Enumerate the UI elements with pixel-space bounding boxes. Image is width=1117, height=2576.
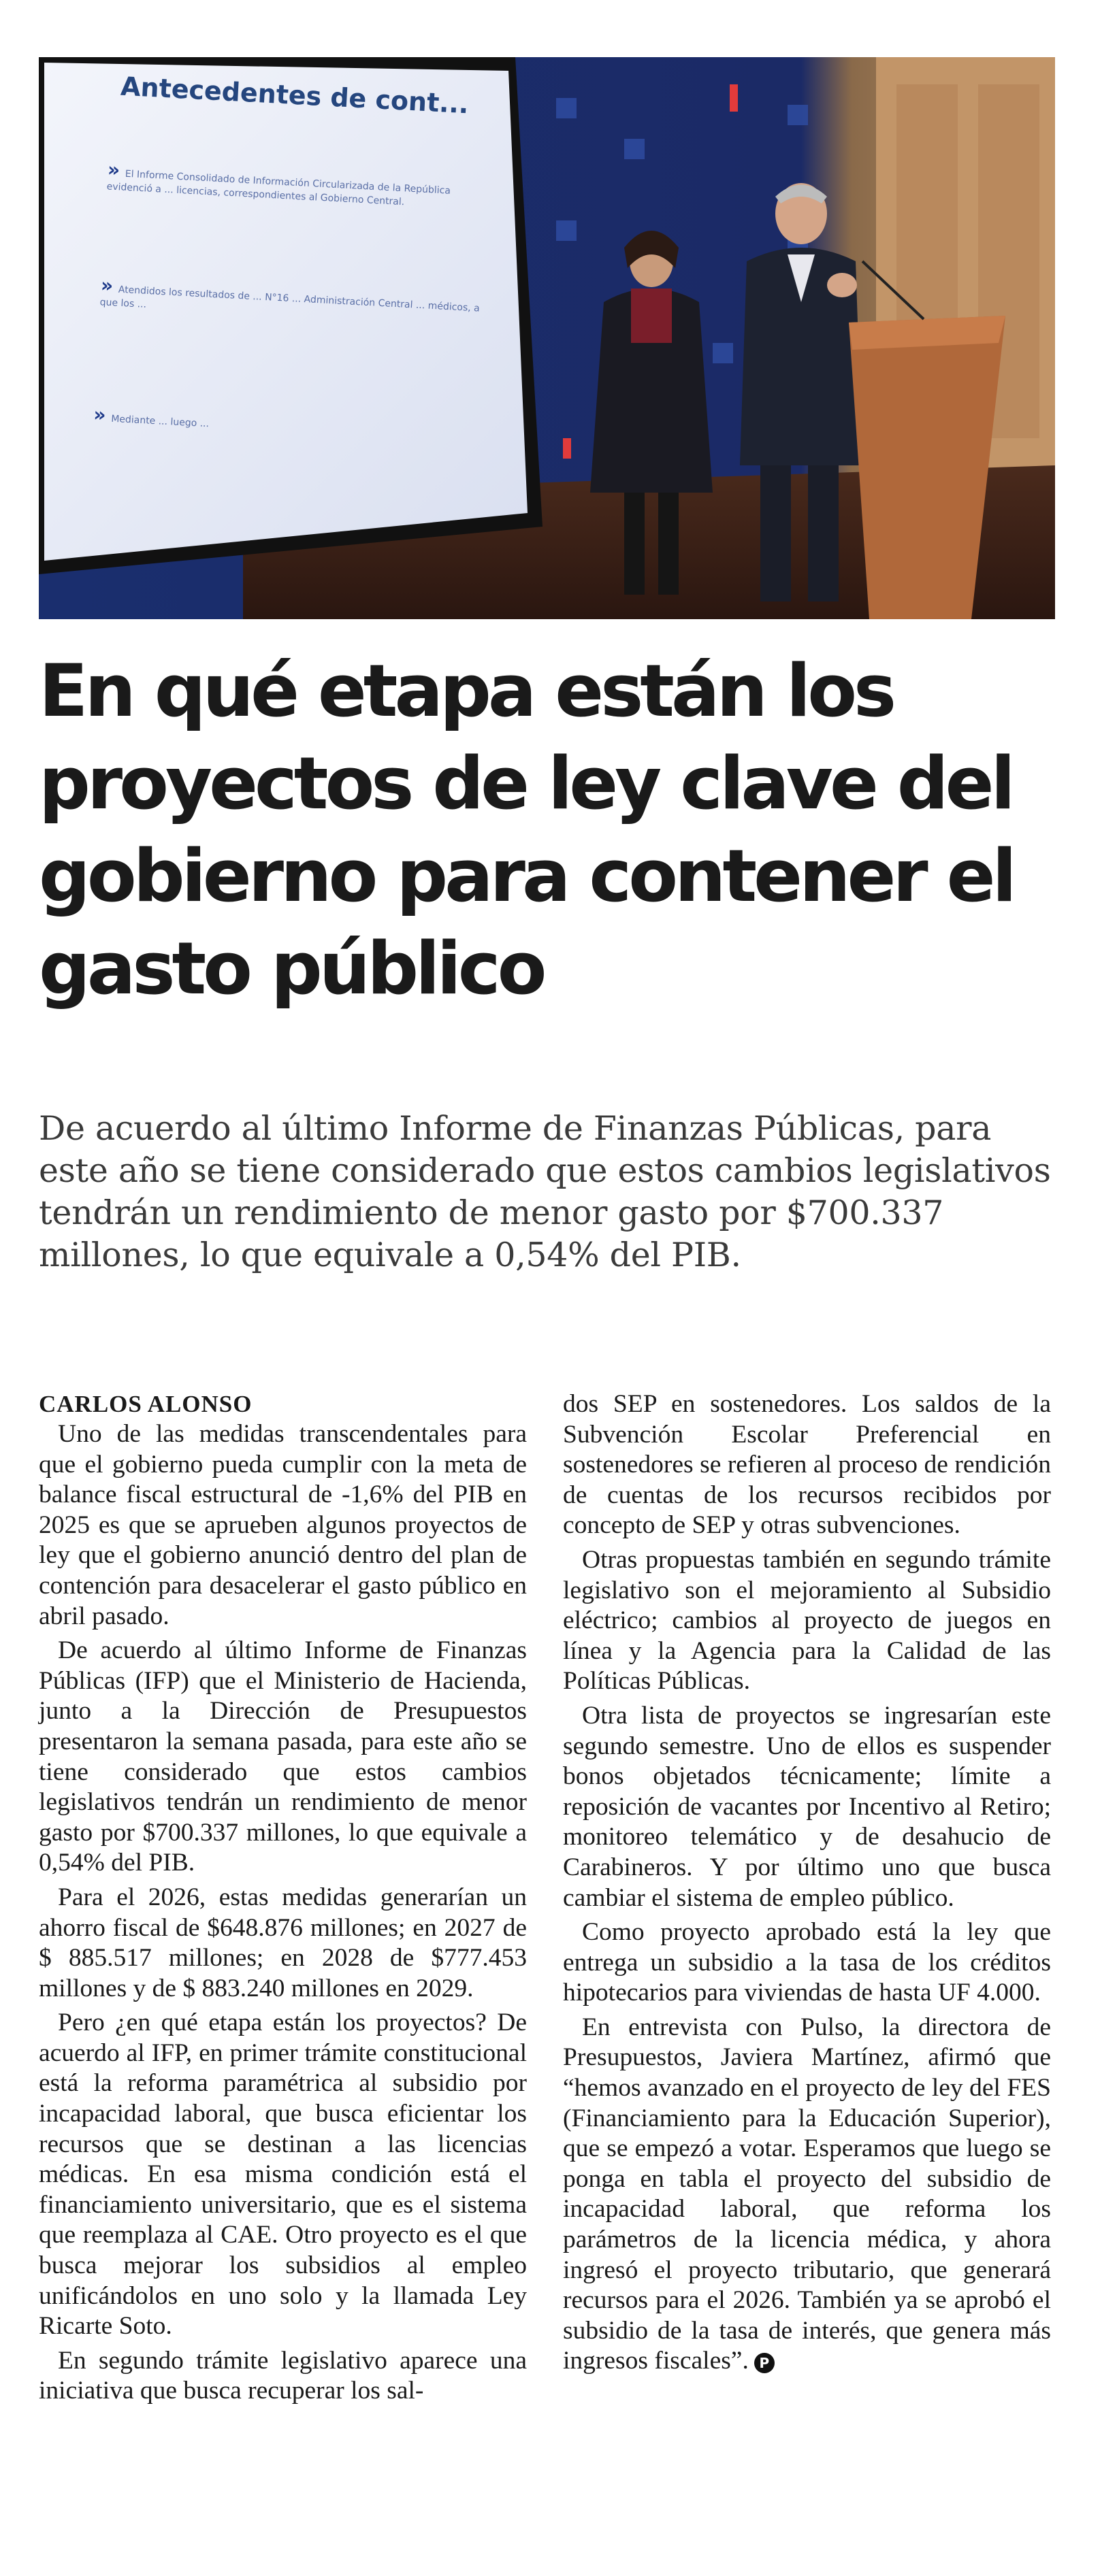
body-paragraph: Como proyecto aprobado está la ley que entrega un subsidio a la tasa de los créditos hipotecarios para viviendas de hasta UF 4.000. — [563, 1918, 1051, 2007]
body-paragraph: Uno de las medidas transcendentales para que el gobierno pueda cumplir con la meta de balance fiscal estructural de -1,6% del PIB en 2025 es que se aprueben algunos proyectos de ley que el gobierno anunció dentro del plan de contención para desacelerar el gasto público en abril pasado. — [39, 1420, 527, 1630]
screen-bullet-text: El Informe Consolidado de Información Circularizada de la República evidenció a ... licencias, correspondientes al Gobierno Central. — [106, 168, 451, 208]
screen-bullet-text: Mediante ... luego ... — [110, 413, 210, 430]
body-paragraph: Otras propuestas también en segundo trámite legislativo son el mejoramiento al Subsidio eléctrico; cambios al proyecto de juegos en línea y la Agencia para la Calidad de las Políticas Públicas. — [563, 1545, 1051, 1696]
body-paragraph-final — [563, 2013, 1051, 2377]
body-column-left — [39, 1389, 527, 2411]
article-headline: En qué etapa están los proyectos de ley clave del gobierno para contener el gasto público — [39, 649, 1014, 1010]
end-of-article-icon: P — [754, 2353, 775, 2373]
screen-bullet-text: Atendidos los resultados de ... N°16 ... Administración Central ... médicos, a que los ... — [99, 284, 481, 314]
chevron-right-icon: » — [93, 403, 107, 427]
byline: CARLOS ALONSO — [39, 1391, 253, 1417]
article-lead: De acuerdo al último Informe de Finanzas Públicas, para este año se tiene considerado que estos cambios legislativos tendrán un rendimiento de menor gasto por $700.337 millones, lo que equivale a 0,54% del PIB. — [39, 1109, 1051, 1274]
chevron-right-icon: » — [100, 274, 114, 297]
screen-heading: Antecedentes de cont... — [120, 71, 470, 120]
body-column-right — [563, 1389, 1051, 2381]
body-paragraph: Pero ¿en qué etapa están los proyectos? De acuerdo al IFP, en primer trámite constitucional está la reforma paramétrica al subsidio por incapacidad laboral, que busca eficientar los recursos que se destinan a las licencias médicas. En esa misma condición está el financiamiento universitario, que es el sistema que reemplaza al CAE. Otro proyecto es el que busca mejorar los subsidios al empleo unificándolos en uno solo y la llamada Ley Ricarte Soto. — [39, 2009, 527, 2341]
body-paragraph: En segundo trámite legislativo aparece una iniciativa que busca recuperar los sal- — [39, 2346, 527, 2405]
body-paragraph: Otra lista de proyectos se ingresarían este segundo semestre. Uno de ellos es suspender bonos objetados técnicamente; límite a reposición de vacantes por Incentivo al Retiro; monitoreo telemático y de desahucio de Carabineros. Y por último uno que busca cambiar el sistema de empleo público. — [563, 1701, 1051, 1912]
final-paragraph-text: En entrevista con Pulso, la directora de Presupuestos, Javiera Martínez, afirmó que “hemos avanzado en el proyecto de ley del FES (Financiamiento para la Educación Superior), que se empezó a votar. Esperamos que luego se ponga en tabla el proyecto del subsidio de incapacidad laboral, que reforma los parámetros de la licencia médica, y ahora ingresó el proyecto tributario, que generará recursos para el 2026. También ya se aprobó el subsidio de la tasa de interés, que genera más ingresos fiscales”. — [563, 2013, 1051, 2375]
press-conference-photo — [39, 57, 1055, 619]
body-paragraph: De acuerdo al último Informe de Finanzas Públicas (IFP) que el Ministerio de Hacienda, junto a la Dirección de Presupuestos presentaron la semana pasada, para este año se tiene considerado que estos cambios legislativos tendrán un rendimiento de menor gasto por $700.337 millones, lo que equivale a 0,54% del PIB. — [39, 1636, 527, 1877]
chevron-right-icon: » — [107, 158, 120, 182]
body-paragraph-continued: dos SEP en sostenedores. Los saldos de la Subvención Escolar Preferencial en sostenedores se refieren al proceso de rendición de cuentas de los recursos recibidos por concepto de SEP y otras subvenciones. — [563, 1390, 1051, 1540]
body-paragraph: Para el 2026, estas medidas generarían un ahorro fiscal de $648.876 millones; en 2027 de $ 885.517 millones; en 2028 de $777.453 millones y de $ 883.240 millones en 2029. — [39, 1883, 527, 2002]
article-photo — [39, 57, 1055, 619]
